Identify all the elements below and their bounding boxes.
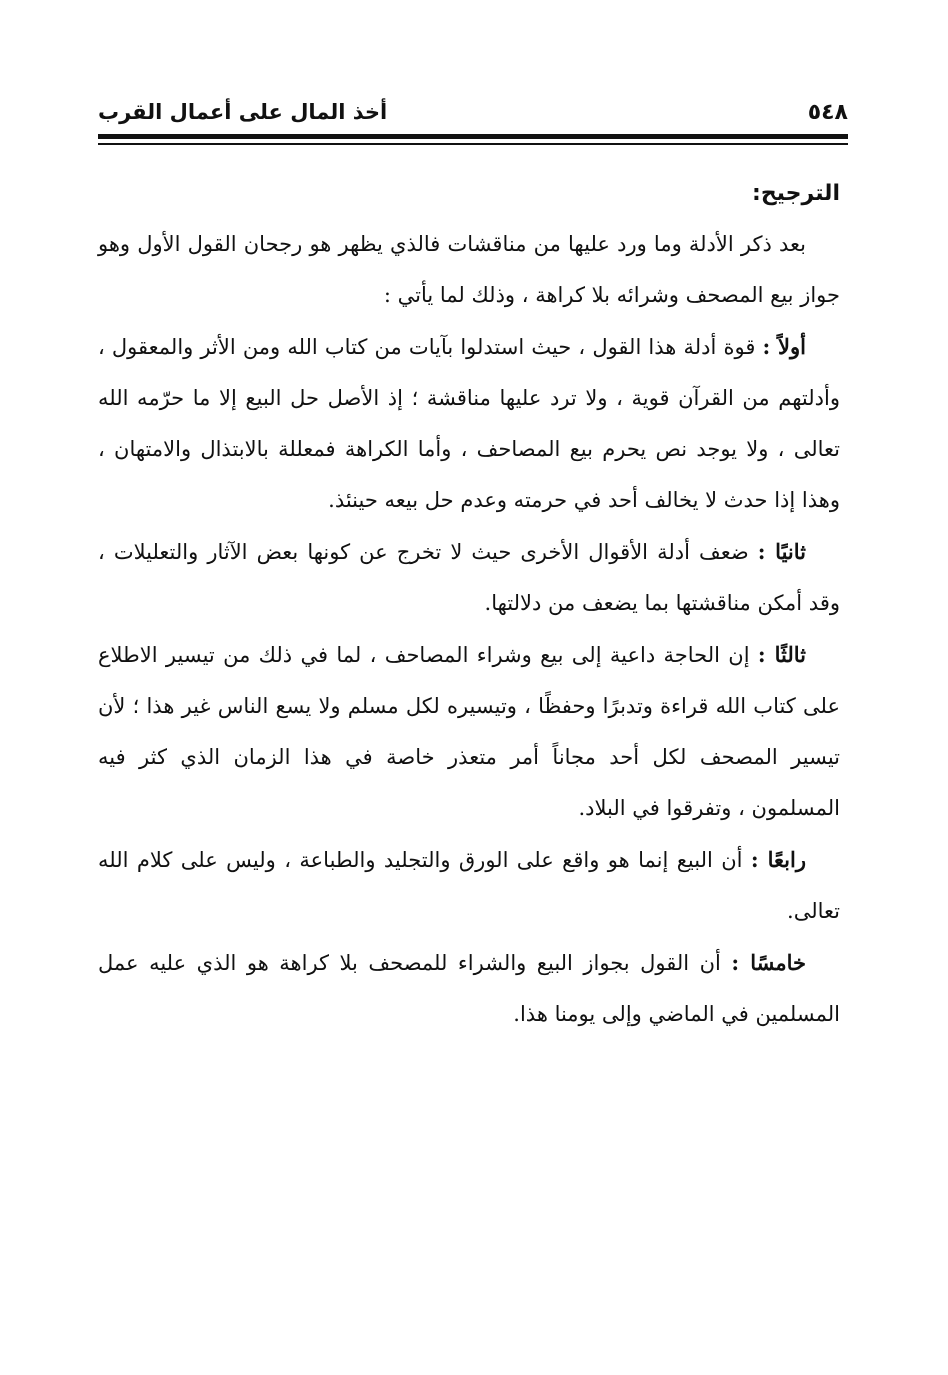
section-heading: الترجيح:	[752, 181, 840, 206]
paragraph-intro	[98, 219, 840, 321]
paragraph-text: أن القول بجواز البيع والشراء للمصحف بلا كراهة هو الذي عليه عمل المسلمين في الماضي وإلى يومنا هذا.	[98, 951, 840, 1026]
paragraph-first	[98, 321, 840, 526]
paragraph-lead: ثالثًا :	[757, 642, 806, 667]
paragraph-text: إن الحاجة داعية إلى بيع وشراء المصاحف ، لما في ذلك من تيسير الاطلاع على كتاب الله قراءة وتدبرًا وحفظًا ، وتيسيره لكل مسلم ولا يسع الناس غير هذا ؛ لأن تيسير المصحف لكل أحد مجاناً أمر متعذر خاصة في هذا الزمان الذي كثر فيه المسلمون ، وتفرقوا في البلاد.	[98, 643, 840, 820]
header-rule-thick	[98, 134, 848, 139]
paragraph-lead: رابعًا :	[750, 847, 806, 872]
paragraph-text: قوة أدلة هذا القول ، حيث استدلوا بآيات من كتاب الله ومن الأثر والمعقول ، وأدلتهم من القرآن قوية ، ولا ترد عليها مناقشة ؛ إذ الأصل حل البيع إلا ما حرّمه الله تعالى ، ولا يوجد نص يحرم بيع المصاحف ، وأما الكراهة فمعللة بالابتذال والامتهان ، وهذا إذا حدث لا يخالف أحد في حرمته وعدم حل بيعه حينئذ.	[98, 335, 840, 512]
paragraph-text: ضعف أدلة الأقوال الأخرى حيث لا تخرج عن كونها بعض الآثار والتعليلات ، وقد أمكن مناقشتها بما يضعف من دلالتها.	[98, 540, 840, 615]
page-number: ٥٤٨	[807, 100, 848, 125]
paragraph-lead: أولاً :	[762, 334, 806, 359]
paragraph-third	[98, 629, 840, 834]
paragraph-text: بعد ذكر الأدلة وما ورد عليها من مناقشات فالذي يظهر هو رجحان القول الأول وهو جواز بيع المصحف وشرائه بلا كراهة ، وذلك لما يأتي :	[98, 232, 840, 307]
paragraph-text: أن البيع إنما هو واقع على الورق والتجليد والطباعة ، وليس على كلام الله تعالى.	[98, 848, 840, 923]
paragraph-fourth	[98, 834, 840, 937]
running-title: أخذ المال على أعمال القرب	[98, 100, 388, 124]
paragraph-lead: ثانيًا :	[757, 539, 807, 564]
paragraph-second	[98, 526, 840, 629]
paragraph-lead: خامسًا :	[731, 950, 806, 975]
header-rule-thin	[98, 143, 848, 145]
paragraph-fifth	[98, 937, 840, 1040]
page-header	[98, 92, 848, 132]
body-text	[98, 168, 840, 1040]
